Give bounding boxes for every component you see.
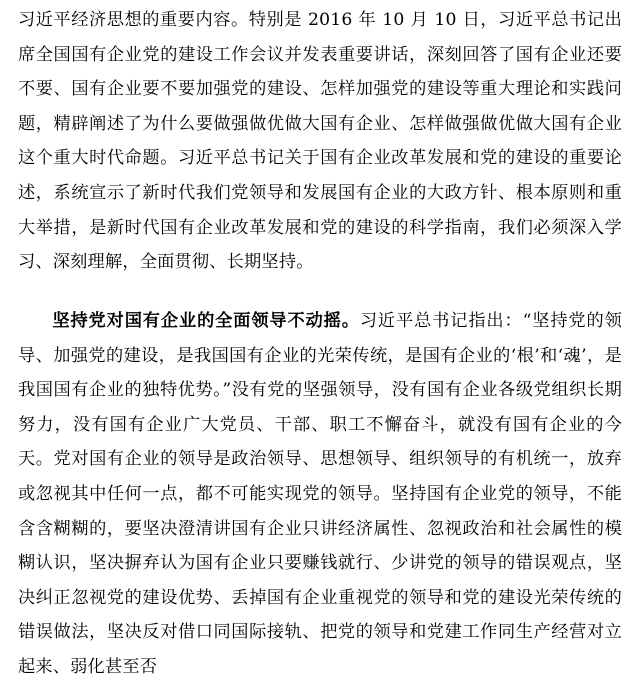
paragraph-text: 习近平总书记指出：“坚持党的领导、加强党的建设，是我国国有企业的光荣传统，是国有企业的‘根’和‘魂’，是我国国有企业的独特优势。”没有党的坚强领导，没有国有企业各级党组织长期努力，没有国有企业广大党员、干部、职工不懈奋斗，就没有国有企业的今天。党对国有企业的领导是政治领导、思想领导、组织领导的有机统一，放弃或忽视其中任何一点，都不可能实现党的领导。坚持国有企业党的领导，不能含含糊糊的，要坚决澄清讲国有企业只讲经济属性、忽视政治和社会属性的模糊认识，坚决摒弃认为国有企业只要赚钱就行、少讲党的领导的错误观点，坚决纠正忽视党的建设优势、丢掉国有企业重视党的领导和党的建设光荣传统的错误做法，坚决反对借口同国际接轨、把党的领导和党建工作同生产经营对立起来、弱化甚至否: [18, 311, 622, 677]
paragraph-party-leadership: [18, 304, 622, 685]
paragraph-continued: [18, 3, 622, 280]
paragraph-bold-lead: 坚持党对国有企业的全面领导不动摇。: [52, 311, 360, 331]
paragraph-text: 习近平经济思想的重要内容。特别是 2016 年 10 月 10 日，习近平总书记出席全国国有企业党的建设工作会议并发表重要讲话，深刻回答了国有企业还要不要、国有企业要不要加强党的建设、怎样加强党的建设等重大理论和实践问题，精辟阐述了为什么要做强做优做大国有企业、怎样做强做优做大国有企业这个重大时代命题。习近平总书记关于国有企业改革发展和党的建设的重要论述，系统宣示了新时代我们党领导和发展国有企业的大政方针、根本原则和重大举措，是新时代国有企业改革发展和党的建设的科学指南，我们必须深入学习、深刻理解，全面贯彻、长期坚持。: [18, 10, 622, 273]
